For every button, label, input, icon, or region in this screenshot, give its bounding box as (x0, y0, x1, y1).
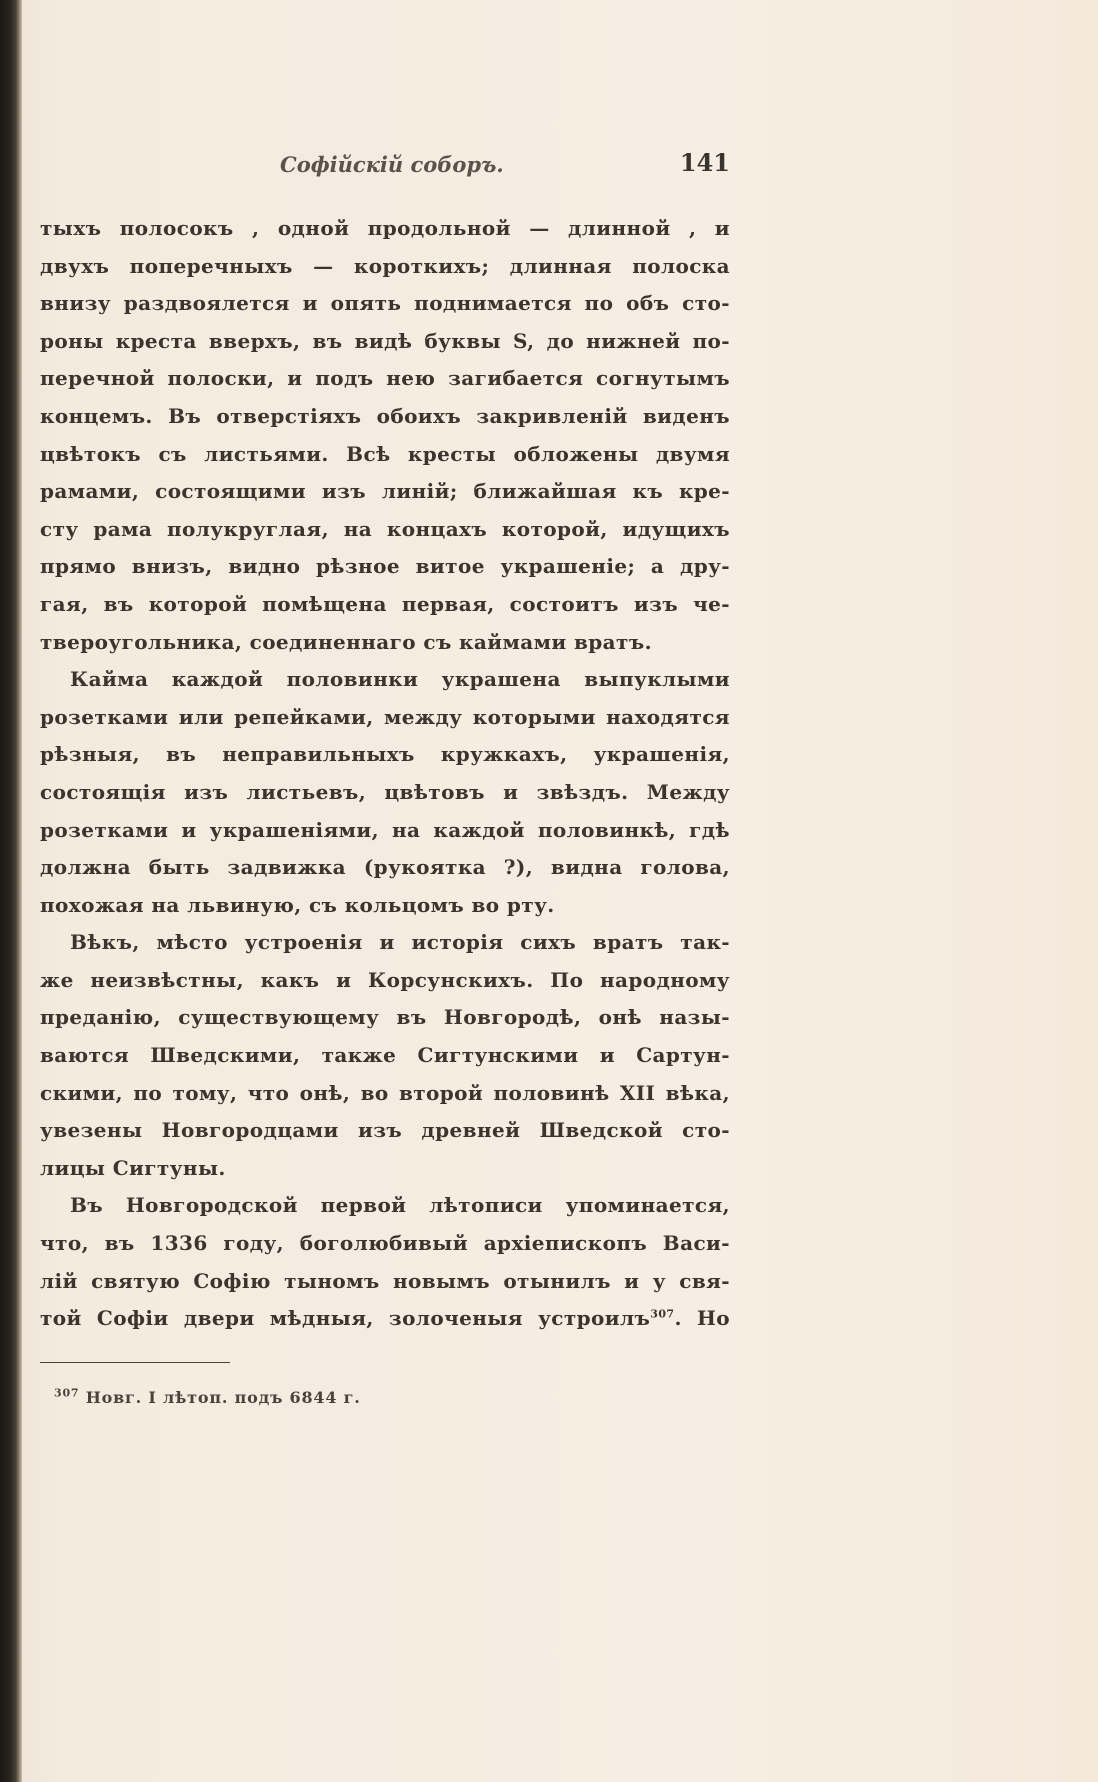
text-line: цвѣтокъ съ листьями. Всѣ кресты обложены двумя (40, 441, 730, 466)
text-line: сту рама полукруглая, на концахъ которой, идущихъ (40, 516, 730, 541)
line-text: . Но (674, 1306, 731, 1331)
page-number: 141 (679, 148, 730, 177)
text-line: двухъ поперечныхъ — короткихъ; длинная полоска (40, 253, 730, 278)
text-line: скими, по тому, что онѣ, во второй половинѣ XII вѣка, (40, 1080, 730, 1105)
text-line: похожая на львиную, съ кольцомъ во рту. (40, 892, 555, 917)
text-line: рѣзныя, въ неправильныхъ кружкахъ, украшенія, (40, 742, 730, 767)
text-line: лій святую Софію тыномъ новымъ отынилъ и у свя- (40, 1268, 730, 1293)
footnote (54, 1388, 361, 1407)
text-line: концемъ. Въ отверстіяхъ обоихъ закривленій виденъ (40, 403, 730, 428)
text-line: роны креста вверхъ, въ видѣ буквы S, до нижней по- (40, 328, 730, 353)
footnote-text: Новг. I лѣтоп. подъ 6844 г. (85, 1388, 361, 1407)
text-line: перечной полоски, и подъ нею загибается согнутымъ (40, 366, 730, 391)
page-header (40, 148, 730, 182)
text-line: внизу раздвоялется и опять поднимается по объ сто- (40, 291, 730, 316)
text-line: лицы Сигтуны. (40, 1155, 226, 1180)
footnote-number: 307 (54, 1386, 80, 1400)
text-line: увезены Новгородцами изъ древней Шведской сто- (40, 1118, 730, 1143)
footnote-marker: 307 (650, 1307, 675, 1321)
text-line: прямо внизъ, видно рѣзное витое украшеніе; а дру- (40, 554, 730, 579)
text-line: тыхъ полосокъ , одной продольной — длинной , и (40, 216, 730, 240)
text-line: рамами, состоящими изъ линій; ближайшая къ кре- (40, 479, 730, 504)
text-line: преданію, существующему въ Новгородѣ, онѣ назы- (40, 1005, 730, 1030)
paragraph-start-line: Кайма каждой половинки украшена выпуклыми (70, 667, 730, 692)
text-line: гая, въ которой помѣщена первая, состоитъ изъ че- (40, 591, 730, 616)
text-line: состоящія изъ листьевъ, цвѣтовъ и звѣздъ. Между (40, 779, 730, 804)
text-line: розетками и украшеніями, на каждой половинкѣ, гдѣ (40, 817, 730, 842)
text-line: что, въ 1336 году, боголюбивый архіепископъ Васи- (40, 1231, 730, 1256)
body-text (40, 210, 730, 1338)
text-line-with-footnote (40, 1300, 730, 1338)
text-line: должна быть задвижка (рукоятка ?), видна голова, (40, 855, 730, 880)
footnote-rule (40, 1362, 230, 1363)
page-binding-edge (0, 0, 22, 1782)
paragraph-start-line: Вѣкъ, мѣсто устроенія и исторія сихъ вратъ так- (70, 930, 730, 955)
text-line: же неизвѣстны, какъ и Корсунскихъ. По народному (40, 967, 730, 992)
text-line: ваются Шведскими, также Сигтунскими и Сартун- (40, 1043, 730, 1068)
line-text: той Софіи двери мѣдныя, золоченыя устроилъ (40, 1306, 651, 1331)
running-title: Софійскій соборъ. (280, 152, 504, 177)
text-line: твероугольника, соединеннаго съ каймами вратъ. (40, 629, 652, 654)
paragraph-start-line: Въ Новгородской первой лѣтописи упоминается, (70, 1193, 730, 1218)
text-line: розетками или репейками, между которыми находятся (40, 704, 730, 729)
